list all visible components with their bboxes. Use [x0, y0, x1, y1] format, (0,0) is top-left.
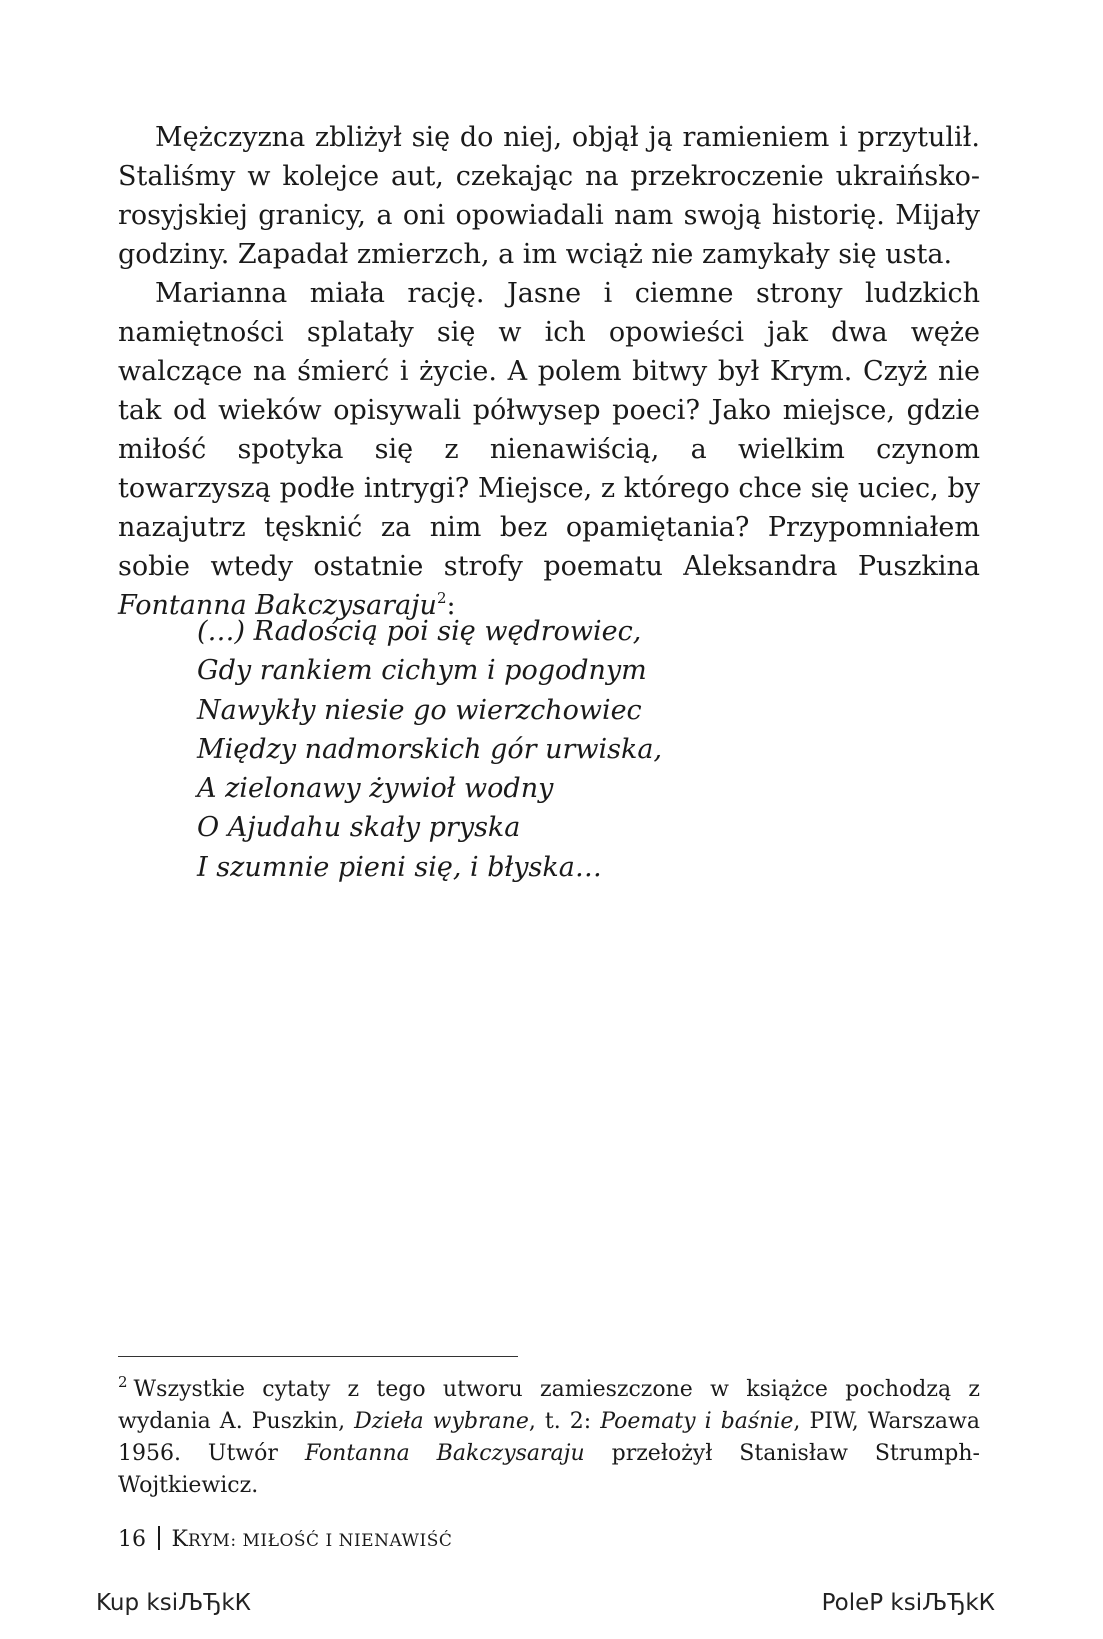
running-footer — [118, 1526, 452, 1552]
footnote-book-title: Fontanna Bakczysaraju — [304, 1441, 585, 1466]
footnote-divider — [118, 1356, 518, 1357]
book-title-rest: RYM: MIŁOŚĆ I NIENAWIŚĆ — [187, 1531, 453, 1551]
poem-line: I szumnie pieni się, i błyska… — [197, 851, 602, 883]
footnote-text: , PIW, Warszawa 1956. Utwór — [118, 1409, 980, 1466]
footnote — [118, 1374, 980, 1502]
paragraph — [118, 274, 980, 625]
poem-title: Fontanna Bakczysaraju — [118, 590, 437, 621]
poem-line: (…) Radością poi się wędrowiec, — [197, 616, 642, 647]
footnote-text: Wszystkie cytaty z tego utworu zamieszczone w książce pochodzą z wydania A. Puszkin, — [118, 1377, 980, 1434]
poem-line: Gdy rankiem cichym i pogodnym — [197, 655, 647, 687]
body-text — [118, 118, 980, 625]
recommend-book-link[interactable]: PoleР ksiЉЂkК — [821, 1590, 995, 1616]
paragraph-text: Marianna miała rację. Jasne i ciemne strony ludzkich namiętności splatały się w ich opowieści jak dwa węże walczące na śmierć i życie. A polem bitwy był Krym. Czyż nie tak od wieków opisywali półwysep poeci? Jako miejsce, gdzie miłość spotyka się z nienawiścią, a wielkim czynom towarzyszą podłe intrygi? Miejsce, z którego chce się uciec, by nazajutrz tęsknić za nim bez opamiętania? Przypomniałem sobie wtedy ostatnie strofy poematu Aleksandra Puszkina — [118, 278, 980, 582]
footnote-reference[interactable]: 2 — [436, 589, 447, 607]
buy-book-link[interactable]: Kup ksiЉЂkК — [96, 1590, 252, 1616]
poem-quote — [197, 612, 957, 887]
footnote-marker: 2 — [118, 1373, 128, 1391]
poem-line: A zielonawy żywioł wodny — [197, 773, 554, 805]
paragraph: Mężczyzna zbliżył się do niej, objął ją ramieniem i przytulił. Staliśmy w kolejce aut, czekając na przekroczenie ukraińsko-rosyjskiej granicy, a oni opowiadali nam swoją historię. Mijały godziny. Zapadał zmierzch, a im wciąż nie zamykały się usta. — [118, 122, 980, 270]
paragraph-text: : — [446, 590, 456, 621]
poem-line: O Ajudahu skały pryska — [197, 812, 521, 844]
page-number: 16 — [118, 1527, 146, 1552]
book-title-initial: K — [171, 1527, 188, 1552]
footnote-text: , t. 2: — [528, 1409, 601, 1434]
footnote-book-title: Dzieła wybrane — [354, 1409, 529, 1434]
footer-separator — [158, 1526, 160, 1550]
poem-line: Między nadmorskich gór urwiska, — [197, 733, 663, 765]
poem-line: Nawykły niesie go wierzchowiec — [197, 694, 642, 726]
footnote-text: przełożył Stanisław Strumph-Wojtkiewicz. — [118, 1441, 980, 1498]
footnote-book-title: Poematy i baśnie — [600, 1409, 794, 1434]
book-title — [172, 1527, 453, 1552]
